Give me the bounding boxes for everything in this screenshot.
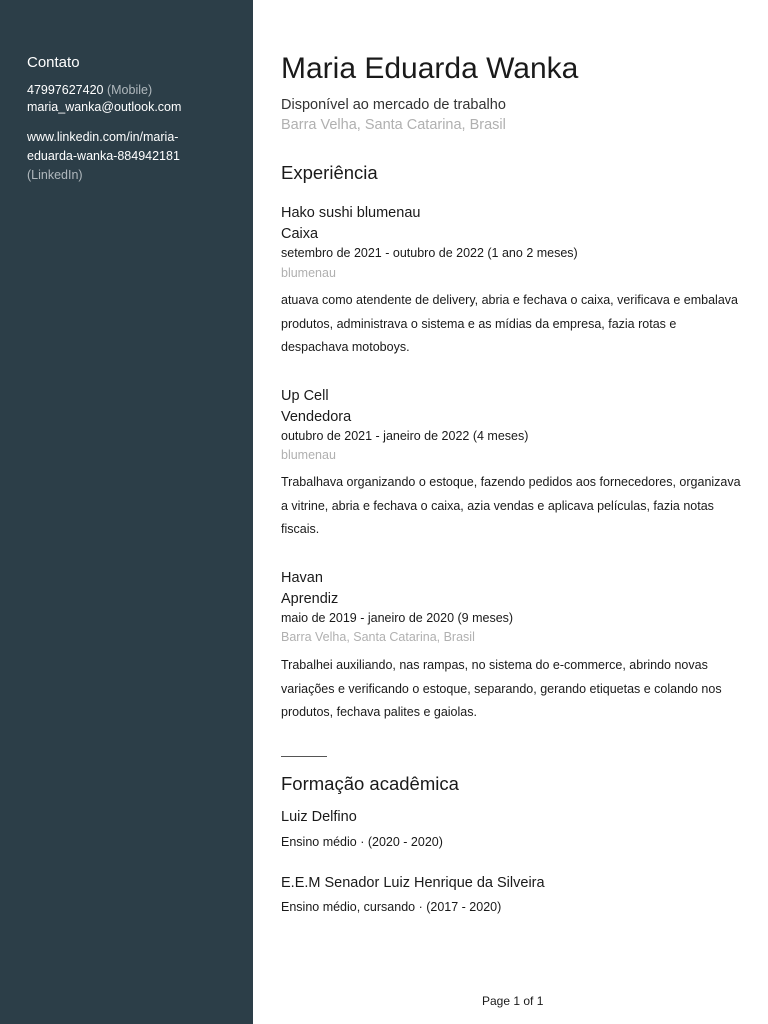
contact-heading: Contato [27,54,80,71]
experience-dates: maio de 2019 - janeiro de 2020 (9 meses) [281,611,514,625]
person-name: Maria Eduarda Wanka [281,52,579,85]
linkedin-link-line1[interactable]: www.linkedin.com/in/maria- [27,130,179,144]
experience-title: Experiência [281,162,378,183]
education-degree: Ensino médio · (2020 - 2020) [281,835,443,849]
main-content [281,0,746,1024]
education-degree: Ensino médio, cursando · (2017 - 2020) [281,900,502,914]
sidebar [0,0,253,1024]
linkedin-label: (LinkedIn) [27,168,83,182]
headline: Disponível ao mercado de trabalho [281,97,506,113]
education-title: Formação acadêmica [281,773,459,794]
experience-description: atuava como atendente de delivery, abria e fechava o caixa, verificava e embalava produtos, administrava o sistema e as mídias da empresa, fazia rotas e despachava motoboys. [281,293,738,354]
experience-place: blumenau [281,448,336,462]
education-school: E.E.M Senador Luiz Henrique da Silveira [281,875,545,891]
location: Barra Velha, Santa Catarina, Brasil [281,117,506,133]
experience-description: Trabalhava organizando o estoque, fazendo pedidos aos fornecedores, organizava a vitrine, abria e fechava o caixa, azia vendas e aplicava películas, fazia notas fiscais. [281,475,741,536]
experience-place: Barra Velha, Santa Catarina, Brasil [281,630,475,644]
experience-place: blumenau [281,266,336,280]
experience-description: Trabalhei auxiliando, nas rampas, no sistema do e-commerce, abrindo novas variações e verificando o estoque, separando, gerando etiquetas e colando nos produtos, fechava palites e gaiolas. [281,658,722,719]
experience-company: Up Cell [281,388,329,404]
experience-dates: setembro de 2021 - outubro de 2022 (1 ano 2 meses) [281,246,578,260]
experience-company: Havan [281,570,323,586]
phone-number: 47997627420 [27,83,104,97]
experience-role: Aprendiz [281,591,339,607]
phone-type: (Mobile) [106,83,153,97]
education-school: Luiz Delfino [281,809,357,825]
linkedin-link-line2[interactable]: eduarda-wanka-884942181 [27,149,180,163]
email-link[interactable]: maria_wanka@outlook.com [27,100,182,114]
experience-role: Vendedora [281,409,352,425]
experience-dates: outubro de 2021 - janeiro de 2022 (4 meses) [281,429,529,443]
experience-company: Hako sushi blumenau [281,205,421,221]
experience-role: Caixa [281,226,319,242]
section-divider [281,756,327,757]
page-number: Page 1 of 1 [482,994,544,1008]
